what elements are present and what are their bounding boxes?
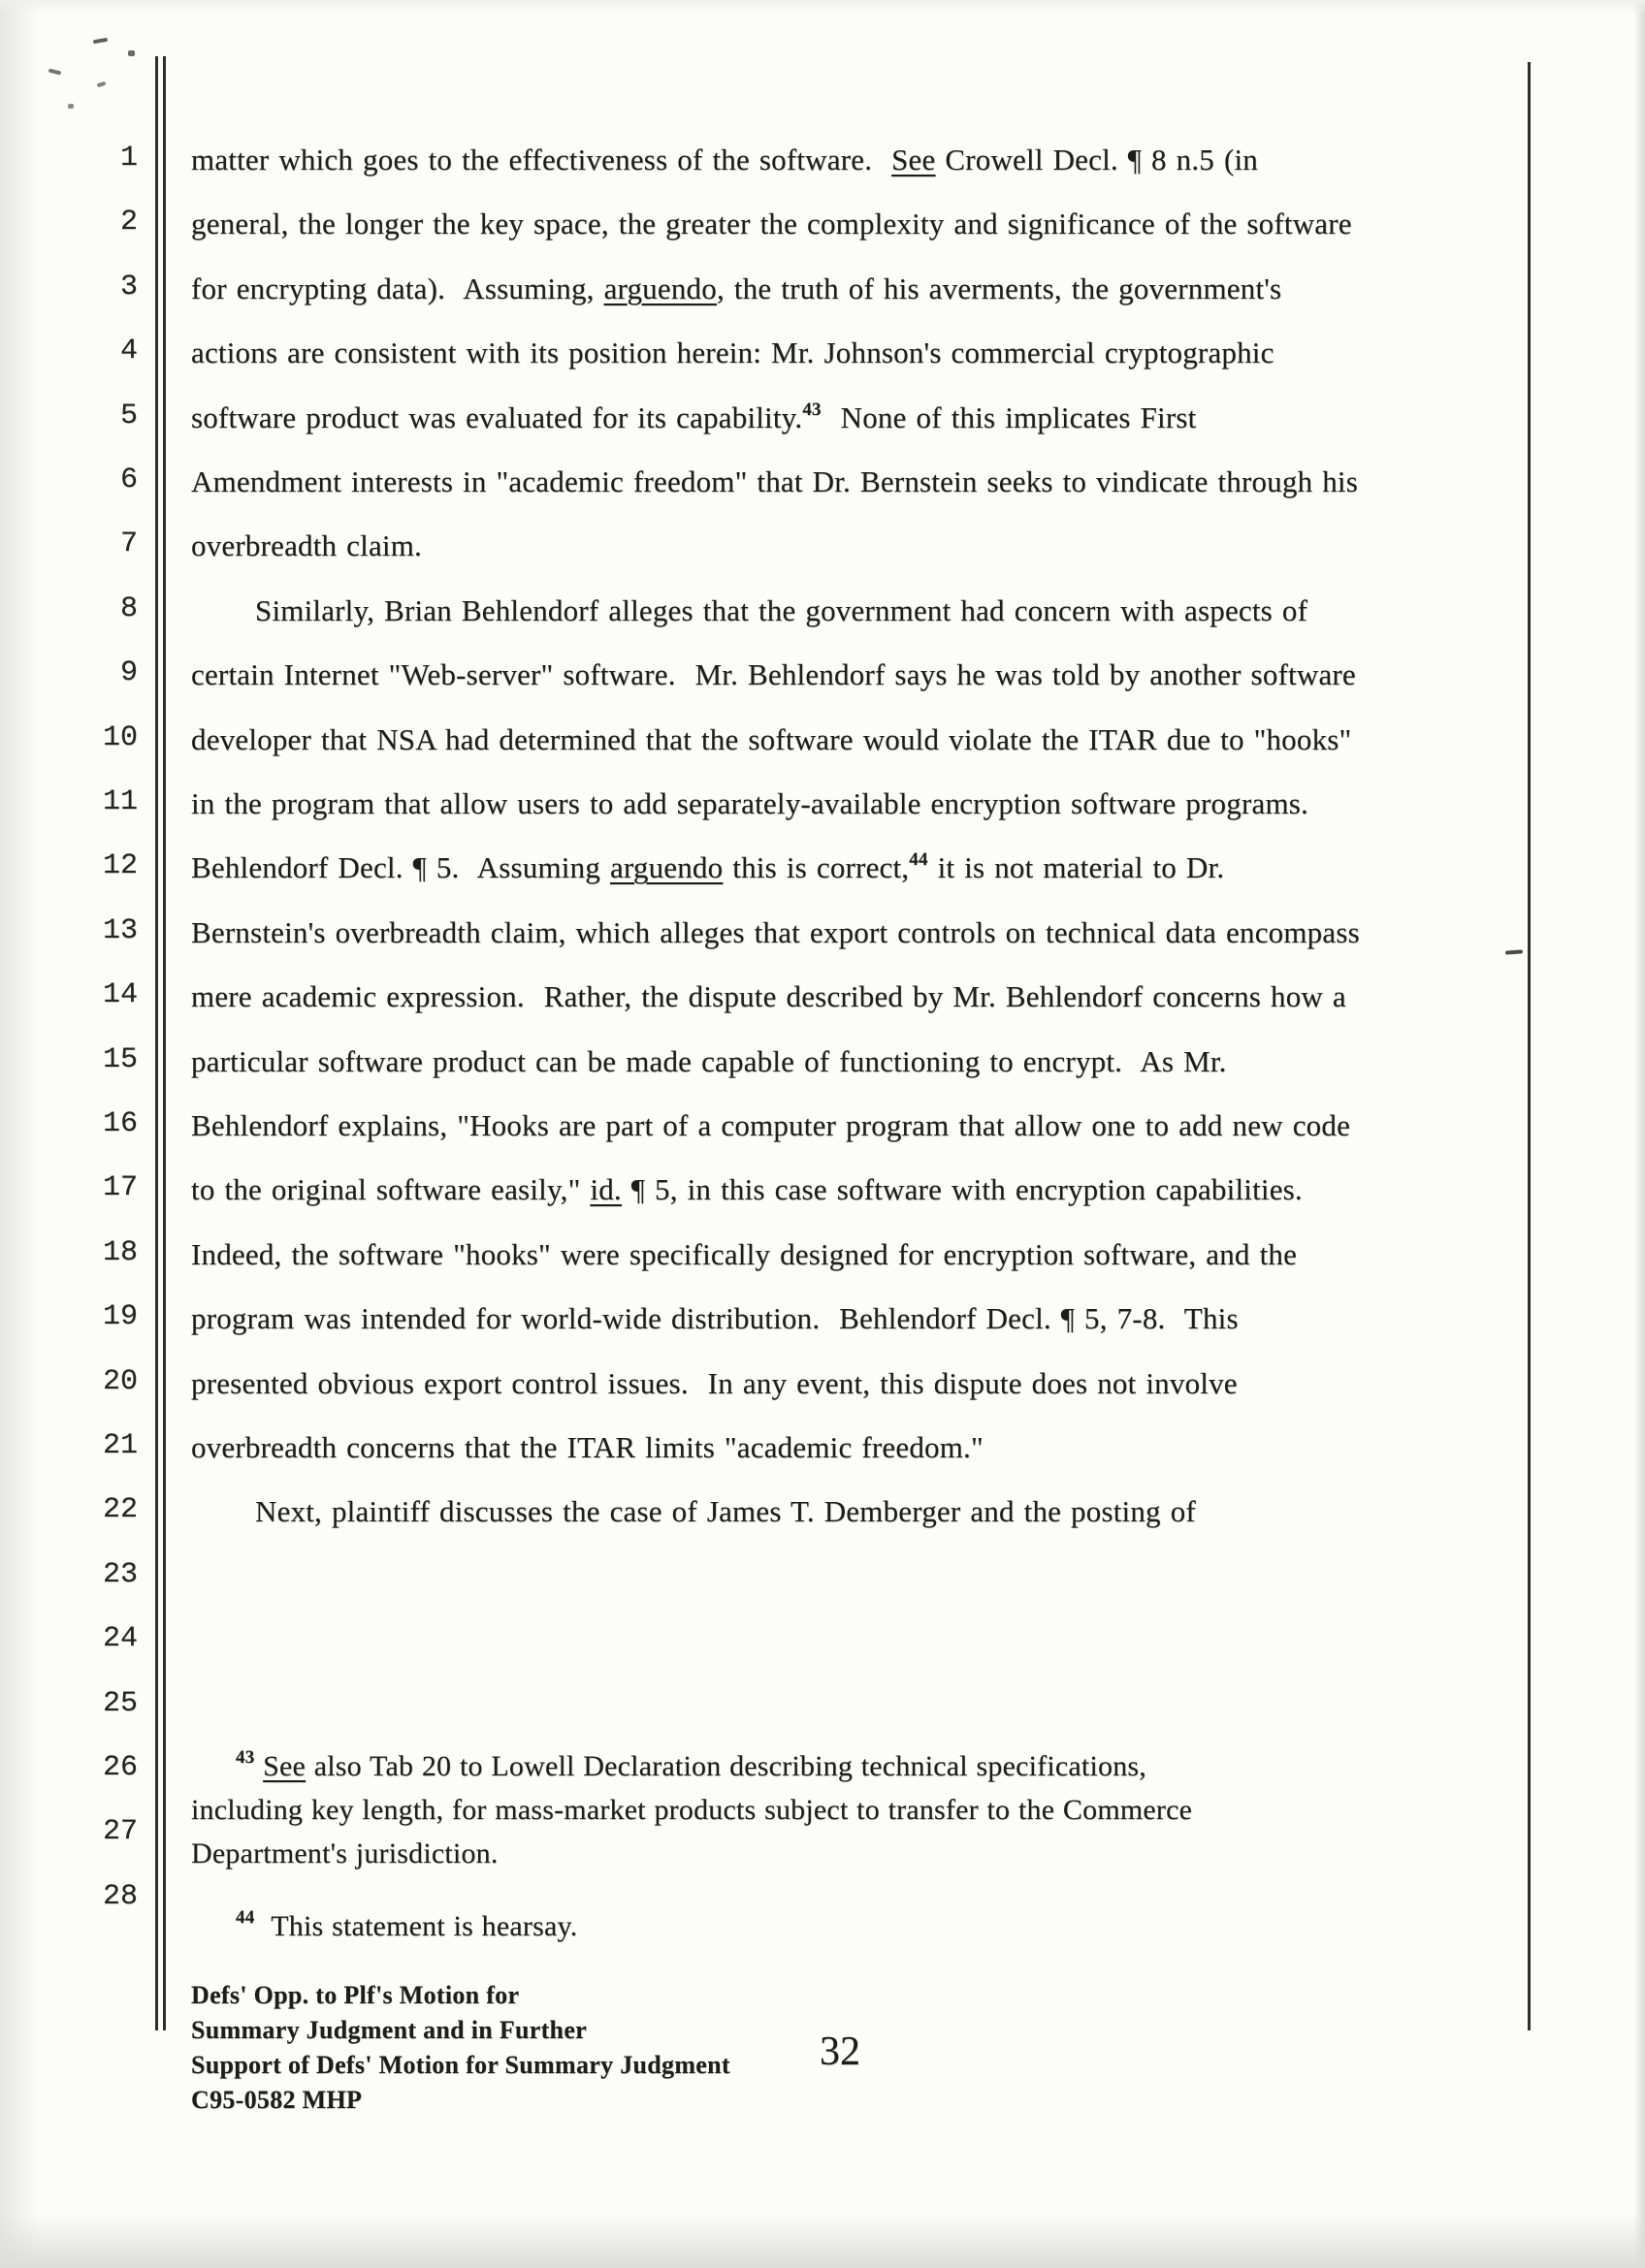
text-segment: , the truth of his averments, the government's: [716, 271, 1282, 305]
pleading-double-rule-outer: [155, 56, 158, 2030]
line-number: 25: [102, 1686, 138, 1720]
footnote-ref: 44: [909, 849, 928, 871]
line-number: 22: [102, 1493, 138, 1527]
text-segment: Amendment interests in "academic freedom" that Dr. Bernstein seeks to vindicate through his: [191, 464, 1359, 498]
text-segment: this is correct,: [723, 850, 910, 885]
body-line: [191, 975, 1346, 1018]
line-number: 27: [102, 1815, 138, 1849]
body-line: [191, 1040, 1227, 1083]
text-segment: to the original software easily,": [191, 1172, 591, 1207]
text-segment: matter which goes to the effectiveness of the software.: [191, 143, 892, 176]
text-segment: See: [263, 1750, 306, 1782]
line-number: 23: [102, 1557, 138, 1591]
footnote-line: [191, 1790, 1192, 1831]
text-segment: overbreadth claim.: [191, 528, 422, 563]
text-segment: including key length, for mass-market products subject to transfer to the Commerce: [191, 1794, 1193, 1826]
text-segment: general, the longer the key space, the greater the complexity and significance of the software: [191, 207, 1352, 241]
text-segment: for encrypting data). Assuming,: [191, 271, 604, 305]
text-segment: mere academic expression. Rather, the dispute described by Mr. Behlendorf concerns how a: [191, 979, 1346, 1014]
text-segment: id.: [590, 1172, 622, 1207]
body-line: [191, 1168, 1303, 1211]
footer-line: Summary Judgment and in Further: [191, 2016, 587, 2044]
footnote-ref: 43: [802, 399, 822, 420]
scan-speck: [68, 104, 74, 109]
line-number: 6: [119, 463, 138, 496]
line-number: 5: [119, 399, 138, 432]
text-segment: in the program that allow users to add separately-available encryption software programs.: [191, 786, 1308, 820]
line-number: 28: [102, 1879, 138, 1913]
body-line: [191, 461, 1358, 503]
text-segment: Next, plaintiff discusses the case of James T. Demberger and the posting of: [255, 1494, 1196, 1529]
text-segment: Behlendorf explains, "Hooks are part of a computer program that allow one to add new code: [191, 1108, 1351, 1142]
body-line: [255, 1490, 1196, 1533]
footnote-line: [236, 1746, 1146, 1791]
text-segment: certain Internet "Web-server" software. Mr. Behlendorf says he was told by another software: [191, 657, 1356, 692]
scan-speck: [93, 38, 108, 45]
body-line: [191, 268, 1281, 310]
body-line: [191, 397, 1196, 444]
body-line: [191, 1104, 1350, 1147]
text-segment: program was intended for world-wide distribution. Behlendorf Decl. ¶ 5, 7-8. This: [191, 1301, 1239, 1336]
text-segment: ¶ 5, in this case software with encryption capabilities.: [621, 1172, 1303, 1207]
scan-edge-top: [0, 0, 1645, 14]
body-line: [191, 1297, 1239, 1340]
body-line: [191, 719, 1351, 761]
line-number: 10: [102, 720, 138, 754]
text-segment: developer that NSA had determined that the software would violate the ITAR due to "hooks": [191, 721, 1352, 756]
text-segment: See: [891, 143, 936, 176]
text-segment: presented obvious export control issues. In any event, this dispute does not involve: [191, 1365, 1238, 1400]
line-number: 13: [102, 913, 138, 947]
line-number: 21: [102, 1429, 138, 1462]
text-segment: None of this implicates First: [821, 399, 1197, 434]
footer-line: Support of Defs' Motion for Summary Judgment: [191, 2051, 730, 2079]
scan-speck: [1505, 949, 1523, 954]
line-number: 16: [102, 1107, 138, 1140]
text-segment: Crowell Decl. ¶ 8 n.5 (in: [935, 143, 1258, 176]
text-segment: software product was evaluated for its capability.: [191, 399, 803, 434]
line-number: 3: [119, 270, 138, 303]
body-line: [191, 203, 1352, 245]
body-line: [191, 911, 1360, 954]
text-segment: arguendo: [609, 850, 724, 885]
pleading-double-rule-inner: [163, 56, 166, 2030]
text-segment: This statement is hearsay.: [254, 1910, 578, 1942]
body-line: [191, 139, 1258, 181]
text-segment: overbreadth concerns that the ITAR limits "academic freedom.": [191, 1430, 984, 1464]
line-number: 20: [102, 1364, 138, 1398]
line-number: 4: [119, 335, 138, 368]
line-number: 2: [119, 206, 138, 240]
text-segment: arguendo: [603, 271, 717, 305]
body-line: [191, 525, 422, 567]
line-number: 8: [119, 591, 138, 625]
text-segment: Behlendorf Decl. ¶ 5. Assuming: [191, 850, 610, 885]
body-line: [191, 1233, 1297, 1276]
text-segment: Indeed, the software "hooks" were specifically designed for encryption software, and the: [191, 1236, 1298, 1271]
scan-speck: [48, 68, 62, 75]
text-segment: [254, 1750, 263, 1782]
line-number: 18: [102, 1235, 138, 1269]
line-number: 12: [102, 849, 138, 883]
footnote-ref: 43: [236, 1747, 255, 1768]
body-line: [191, 783, 1308, 825]
scan-edge-right: [1633, 0, 1645, 2268]
line-number: 19: [102, 1300, 138, 1334]
body-line: [255, 590, 1307, 632]
line-number: 15: [102, 1042, 138, 1076]
footnote-separator: [191, 1711, 766, 1715]
body-line: [191, 1426, 984, 1469]
line-number: 11: [102, 785, 138, 818]
line-number: 14: [102, 978, 138, 1012]
footnote-line: [191, 1834, 499, 1874]
body-line: [191, 1362, 1238, 1405]
body-line: [191, 847, 1224, 894]
text-segment: actions are consistent with its position herein: Mr. Johnson's commercial cryptographic: [191, 335, 1274, 370]
line-number: 24: [102, 1622, 138, 1656]
scan-speck: [97, 81, 107, 88]
line-number: 17: [102, 1171, 138, 1205]
body-line: [191, 654, 1356, 696]
text-segment: Department's jurisdiction.: [191, 1837, 499, 1869]
text-segment: Bernstein's overbreadth claim, which alleges that export controls on technical data encompass: [191, 914, 1360, 949]
footnote-ref: 44: [236, 1907, 255, 1928]
scan-speck: [128, 50, 135, 56]
footnote-line: [236, 1906, 577, 1951]
scan-edge-bottom: [0, 2214, 1645, 2268]
footer-line: Defs' Opp. to Plf's Motion for: [191, 1981, 520, 2009]
line-number: 7: [119, 527, 138, 561]
scan-edge-left: [0, 0, 39, 2268]
text-segment: also Tab 20 to Lowell Declaration describing technical specifications,: [306, 1750, 1146, 1782]
line-number: 26: [102, 1751, 138, 1784]
line-number: 1: [119, 142, 138, 175]
text-segment: Similarly, Brian Behlendorf alleges that the government had concern with aspects of: [255, 592, 1308, 627]
line-number: 9: [119, 656, 138, 690]
text-segment: particular software product can be made capable of functioning to encrypt. As Mr.: [191, 1043, 1227, 1078]
pleading-right-rule: [1528, 62, 1531, 2030]
text-segment: it is not material to Dr.: [927, 850, 1225, 885]
footer-line: C95-0582 MHP: [191, 2086, 363, 2114]
body-line: [191, 332, 1274, 374]
page-number: 32: [820, 2029, 860, 2074]
